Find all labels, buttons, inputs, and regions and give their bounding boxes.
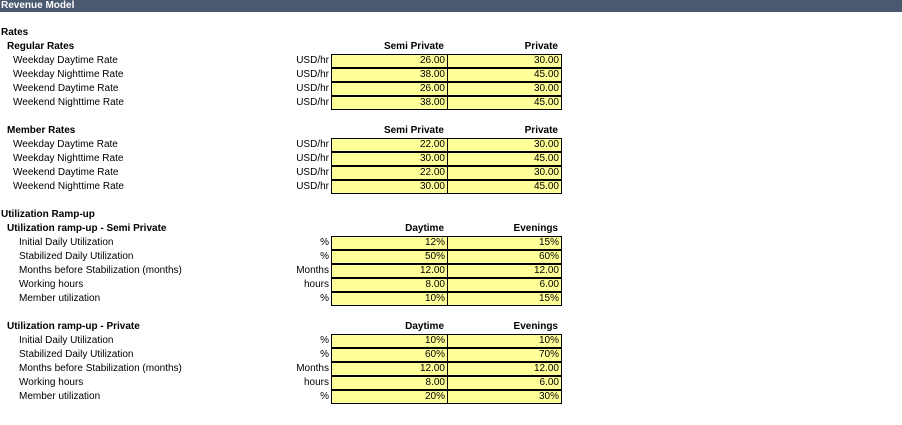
private-header-row	[0, 320, 902, 334]
input-cell[interactable]: 8.00	[331, 376, 448, 390]
input-cell[interactable]: 22.00	[331, 138, 448, 152]
input-cell[interactable]: 12.00	[331, 362, 448, 376]
row-unit: USD/hr	[296, 69, 329, 80]
col-header-evenings: Evenings	[513, 321, 558, 332]
row-label: Stabilized Daily Utilization	[19, 349, 134, 360]
table-row	[0, 138, 902, 152]
row-unit: %	[320, 293, 329, 304]
row-label: Initial Daily Utilization	[19, 237, 114, 248]
col-header-semi-private: Semi Private	[383, 125, 444, 136]
input-cell[interactable]: 12.00	[447, 362, 562, 376]
input-cell[interactable]: 30%	[447, 390, 562, 404]
table-row	[0, 236, 902, 250]
semi-private-ramp-title: Utilization ramp-up - Semi Private	[7, 223, 167, 234]
regular-rates-header-row	[0, 40, 902, 54]
row-label: Weekday Nighttime Rate	[13, 69, 124, 80]
table-row	[0, 292, 902, 306]
row-unit: hours	[303, 377, 329, 388]
input-cell[interactable]: 60%	[447, 250, 562, 264]
input-cell[interactable]: 45.00	[447, 68, 562, 82]
row-unit: USD/hr	[296, 181, 329, 192]
col-header-evenings: Evenings	[513, 223, 558, 234]
table-row	[0, 362, 902, 376]
row-unit: %	[320, 237, 329, 248]
row-label: Member utilization	[19, 391, 101, 402]
table-row	[0, 334, 902, 348]
table-row	[0, 250, 902, 264]
row-unit: USD/hr	[296, 139, 329, 150]
row-unit: %	[320, 335, 329, 346]
table-row	[0, 166, 902, 180]
row-label: Working hours	[19, 377, 84, 388]
row-label: Weekend Daytime Rate	[13, 167, 119, 178]
input-cell[interactable]: 30.00	[447, 54, 562, 68]
row-unit: USD/hr	[296, 153, 329, 164]
row-unit: USD/hr	[296, 167, 329, 178]
table-row	[0, 54, 902, 68]
member-rates-title: Member Rates	[7, 125, 76, 136]
input-cell[interactable]: 45.00	[447, 152, 562, 166]
rates-section-title: Rates	[1, 27, 29, 38]
table-row	[0, 68, 902, 82]
input-cell[interactable]: 26.00	[331, 82, 448, 96]
table-row	[0, 278, 902, 292]
table-row	[0, 376, 902, 390]
input-cell[interactable]: 70%	[447, 348, 562, 362]
row-unit: Months	[296, 265, 329, 276]
semi-private-header-row	[0, 222, 902, 236]
table-row	[0, 264, 902, 278]
input-cell[interactable]: 6.00	[447, 376, 562, 390]
input-cell[interactable]: 12%	[331, 236, 448, 250]
col-header-daytime: Daytime	[405, 223, 444, 234]
table-row	[0, 82, 902, 96]
input-cell[interactable]: 45.00	[447, 96, 562, 110]
private-ramp-title: Utilization ramp-up - Private	[7, 321, 140, 332]
row-label: Weekday Nighttime Rate	[13, 153, 124, 164]
col-header-semi-private: Semi Private	[383, 41, 444, 52]
input-cell[interactable]: 38.00	[331, 68, 448, 82]
row-label: Weekend Nighttime Rate	[13, 181, 124, 192]
row-label: Months before Stabilization (months)	[19, 363, 182, 374]
input-cell[interactable]: 12.00	[447, 264, 562, 278]
regular-rates-title: Regular Rates	[7, 41, 75, 52]
input-cell[interactable]: 50%	[331, 250, 448, 264]
row-unit: USD/hr	[296, 83, 329, 94]
row-unit: Months	[296, 363, 329, 374]
utilization-section-title: Utilization Ramp-up	[1, 209, 95, 220]
table-row	[0, 390, 902, 404]
input-cell[interactable]: 30.00	[447, 166, 562, 180]
table-row	[0, 348, 902, 362]
input-cell[interactable]: 6.00	[447, 278, 562, 292]
row-unit: %	[320, 251, 329, 262]
col-header-daytime: Daytime	[405, 321, 444, 332]
row-unit: USD/hr	[296, 55, 329, 66]
row-label: Weekday Daytime Rate	[13, 55, 118, 66]
input-cell[interactable]: 10%	[447, 334, 562, 348]
input-cell[interactable]: 15%	[447, 292, 562, 306]
row-unit: hours	[303, 279, 329, 290]
row-label: Working hours	[19, 279, 84, 290]
row-label: Initial Daily Utilization	[19, 335, 114, 346]
table-row	[0, 152, 902, 166]
table-row	[0, 96, 902, 110]
row-label: Months before Stabilization (months)	[19, 265, 182, 276]
input-cell[interactable]: 30.00	[331, 152, 448, 166]
row-label: Weekend Nighttime Rate	[13, 97, 124, 108]
member-rates-header-row	[0, 124, 902, 138]
row-unit: %	[320, 349, 329, 360]
col-header-private: Private	[524, 41, 558, 52]
input-cell[interactable]: 15%	[447, 236, 562, 250]
col-header-private: Private	[524, 125, 558, 136]
input-cell[interactable]: 45.00	[447, 180, 562, 194]
table-row	[0, 180, 902, 194]
row-unit: %	[320, 391, 329, 402]
input-cell[interactable]: 10%	[331, 334, 448, 348]
sheet-title: Revenue Model	[0, 0, 902, 12]
input-cell[interactable]: 20%	[331, 390, 448, 404]
input-cell[interactable]: 22.00	[331, 166, 448, 180]
input-cell[interactable]: 30.00	[331, 180, 448, 194]
input-cell[interactable]: 8.00	[331, 278, 448, 292]
input-cell[interactable]: 38.00	[331, 96, 448, 110]
input-cell[interactable]: 12.00	[331, 264, 448, 278]
input-cell[interactable]: 10%	[331, 292, 448, 306]
row-label: Stabilized Daily Utilization	[19, 251, 134, 262]
input-cell[interactable]: 26.00	[331, 54, 448, 68]
row-label: Member utilization	[19, 293, 101, 304]
row-label: Weekend Daytime Rate	[13, 83, 119, 94]
row-label: Weekday Daytime Rate	[13, 139, 118, 150]
input-cell[interactable]: 60%	[331, 348, 448, 362]
row-unit: USD/hr	[296, 97, 329, 108]
input-cell[interactable]: 30.00	[447, 82, 562, 96]
input-cell[interactable]: 30.00	[447, 138, 562, 152]
